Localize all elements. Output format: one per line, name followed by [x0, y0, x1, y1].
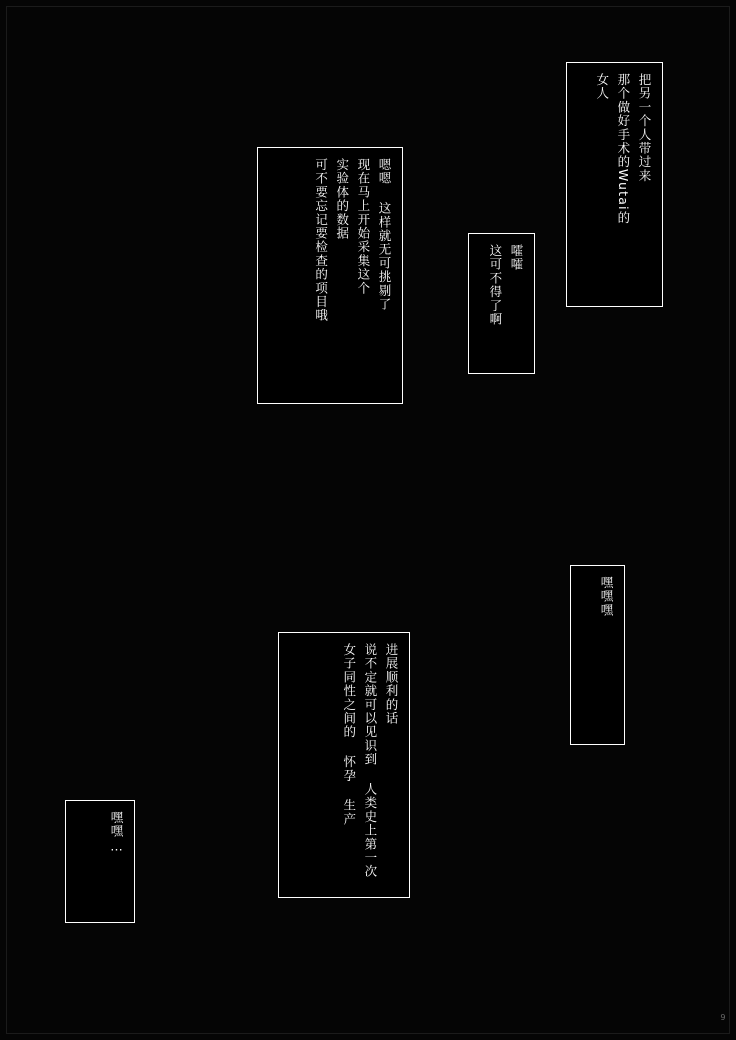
panel-hehehe-line-0: 嘿嘿嘿 — [599, 576, 614, 618]
panel-wutai-woman — [566, 62, 663, 307]
panel-wutai-woman-line-0: 把另一个人带过来 — [637, 73, 652, 183]
panel-laugh-small — [468, 233, 535, 374]
page-number: 9 — [720, 1013, 726, 1022]
panel-hehe-trail-line-0: 嘿嘿… — [109, 811, 124, 855]
panel-progress — [278, 632, 410, 898]
panel-progress-line-0: 进展顺利的话 — [384, 643, 399, 726]
panel-inspection-note-line-1: 现在马上开始采集这个 — [355, 158, 371, 295]
panel-inspection-note-line-3: 可不要忘记要检查的项目哦 — [313, 158, 329, 323]
panel-hehehe — [570, 565, 625, 745]
panel-progress-line-1: 说不定就可以见识到 人类史上第一次 — [362, 643, 378, 879]
panel-inspection-note-line-2: 实验体的数据 — [334, 158, 350, 241]
panel-wutai-woman-line-1: 那个做好手术的Wutai的 — [615, 73, 631, 225]
panel-wutai-woman-line-2: 女人 — [594, 73, 610, 101]
panel-inspection-note-line-0: 嗯嗯 这样就无可挑剔了 — [377, 158, 392, 312]
panel-progress-line-2: 女子同性之间的 怀孕 生产 — [341, 643, 357, 827]
panel-hehe-trail — [65, 800, 135, 923]
panel-inspection-note — [257, 147, 403, 404]
panel-laugh-small-line-1: 这可不得了啊 — [487, 244, 503, 327]
panel-laugh-small-line-0: 嚯嚯 — [509, 244, 524, 272]
